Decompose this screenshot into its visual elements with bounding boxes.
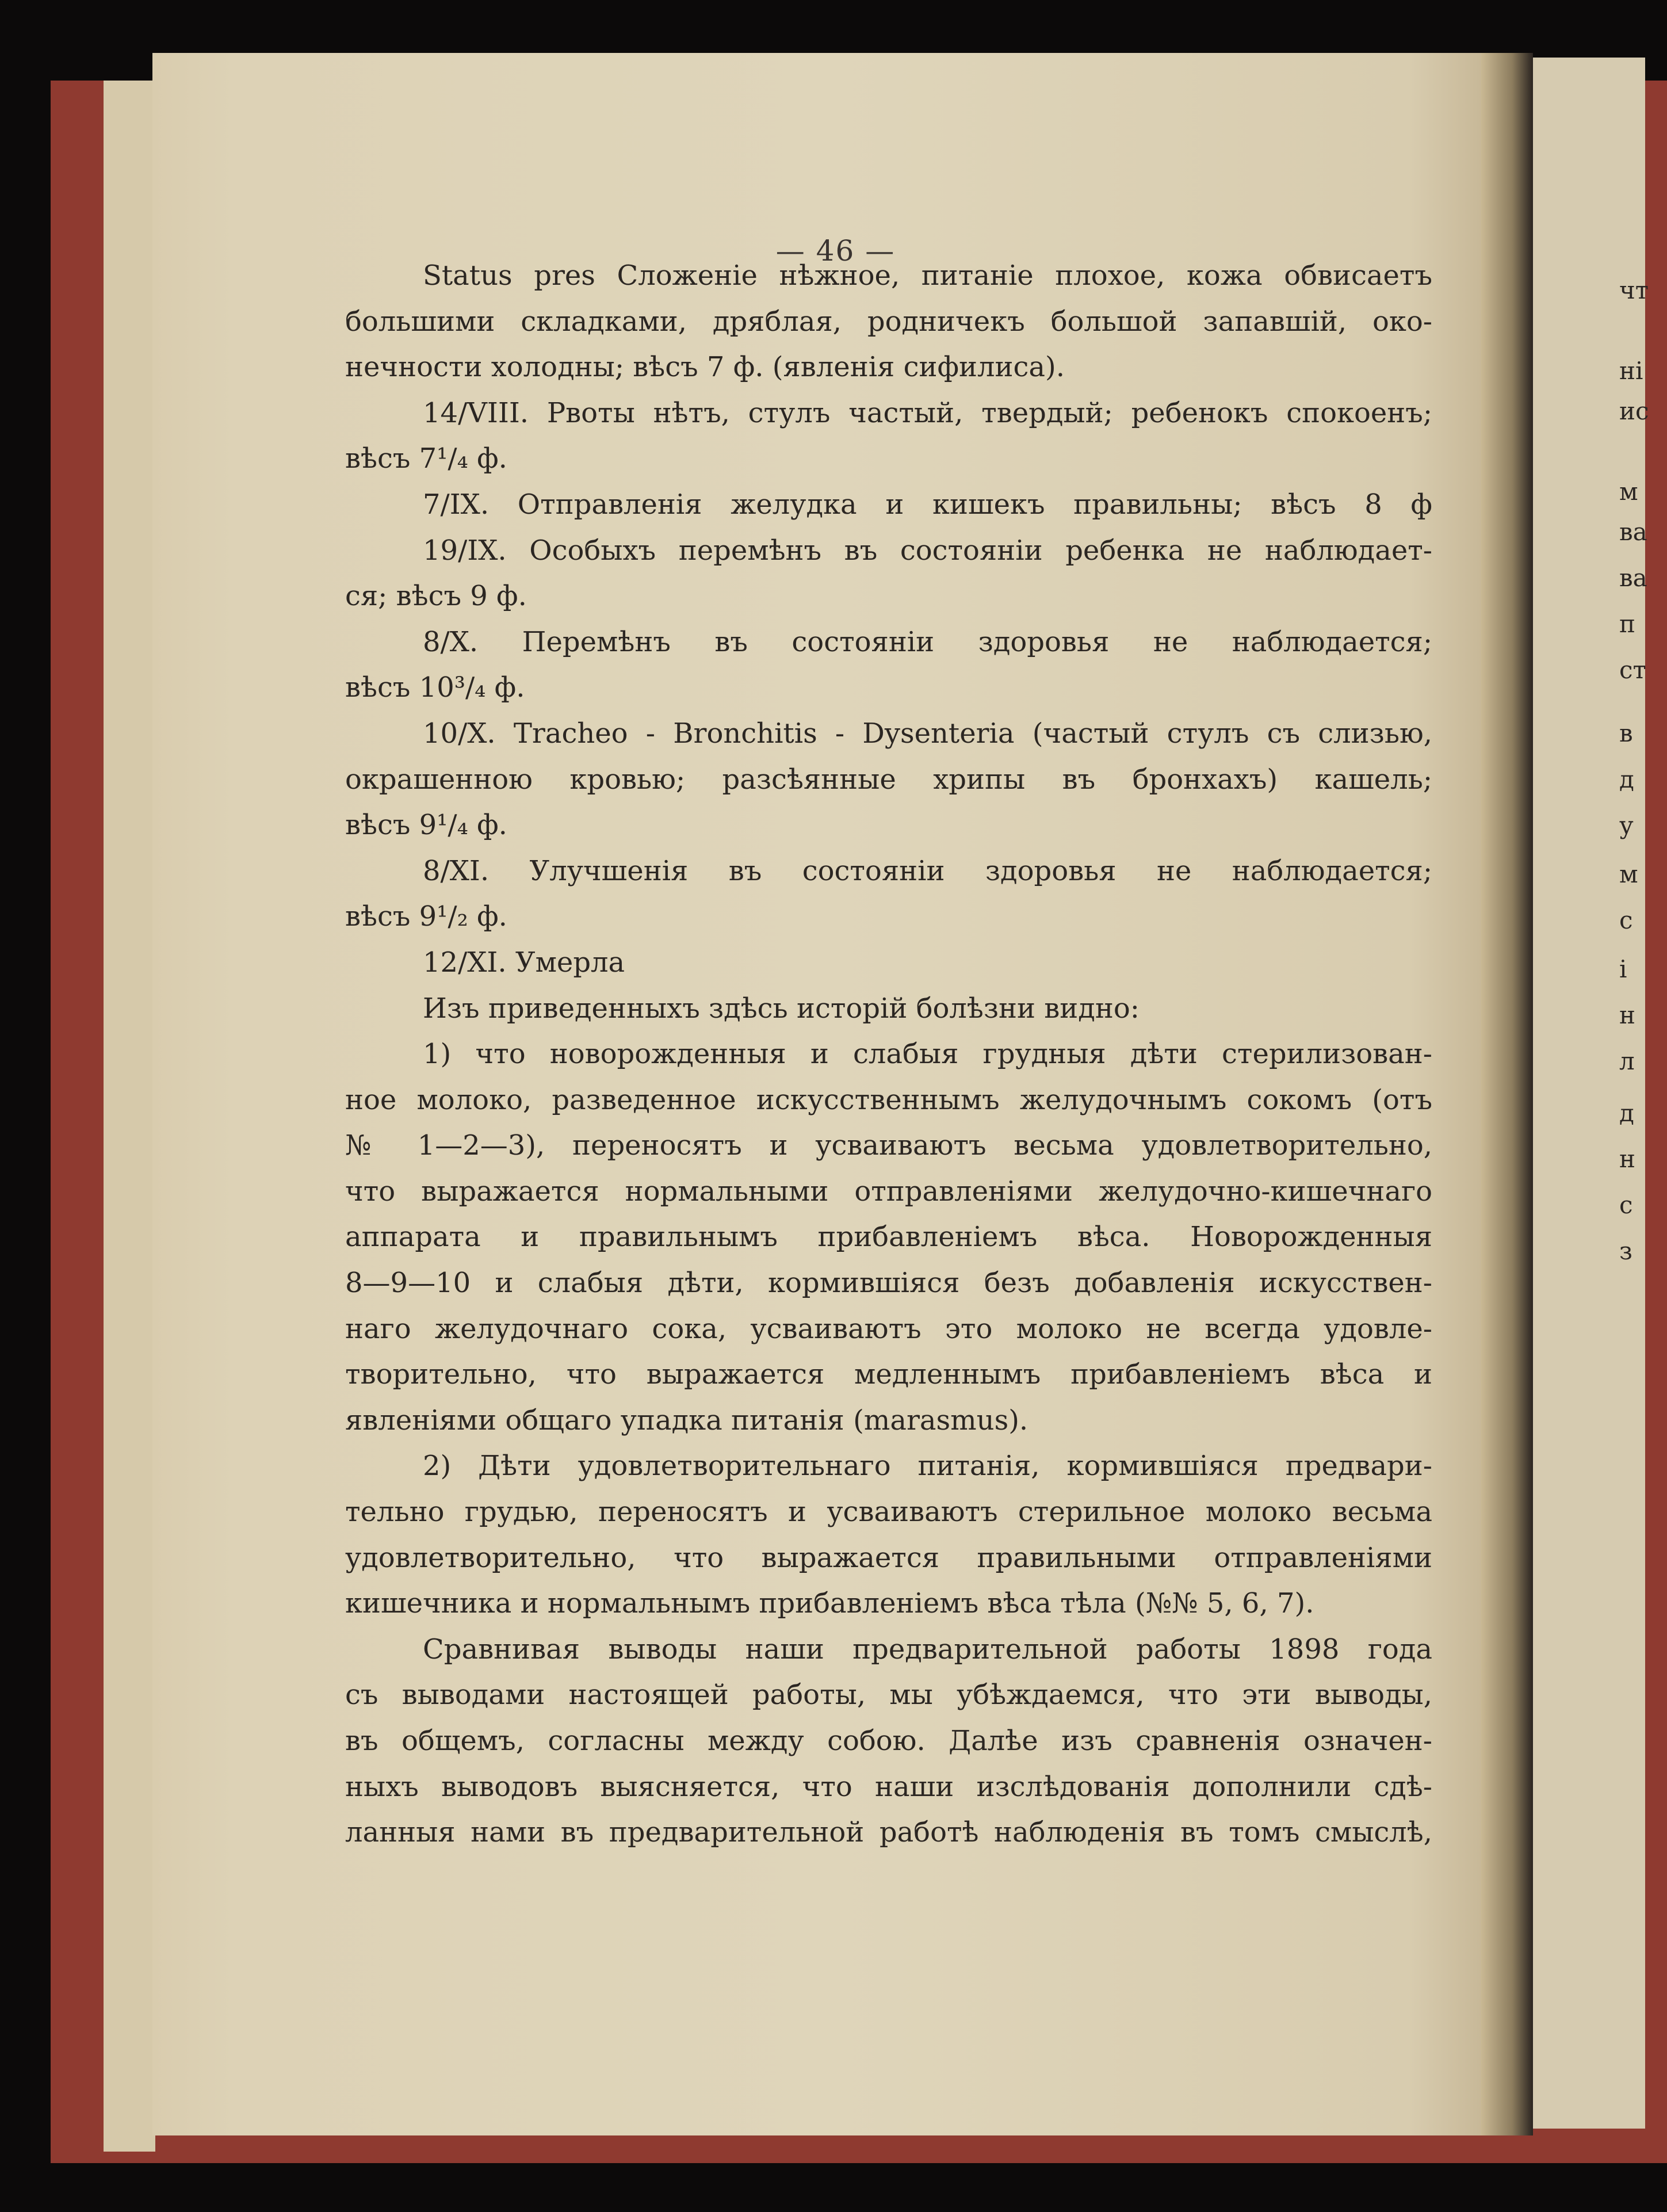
facing-page-fragment: з [1619,1237,1632,1265]
text-line: 19/IX. Особыхъ перемѣнъ въ состояніи ребенка не наблюдает- [423,534,1432,567]
book-gutter [1481,53,1533,2135]
text-line: вѣсъ 9¹/₂ ф. [345,900,507,933]
facing-page [1533,58,1649,2129]
text-line: окрашенною кровью; разсѣянные хрипы въ бронхахъ) кашель; [345,763,1432,796]
text-line: вѣсъ 9¹/₄ ф. [345,809,507,842]
facing-page-fragment: ва [1619,564,1647,592]
text-line: что выражается нормальными отправленіями желудочно-кишечнаго [345,1175,1432,1208]
facing-page-fragment: чт [1619,276,1649,304]
facing-page-fragment: в [1619,719,1633,747]
text-line: съ выводами настоящей работы, мы убѣждаемся, что эти выводы, [345,1679,1432,1711]
text-line: тельно грудью, переносятъ и усваиваютъ стерильное молоко весьма [345,1496,1432,1529]
text-line: въ общемъ, согласны между собою. Далѣе изъ сравненія означен- [345,1725,1432,1757]
text-line: ланныя нами въ предварительной работѣ наблюденія въ томъ смыслѣ, [345,1816,1432,1849]
text-line: № 1—2—3), переносятъ и усваиваютъ весьма удовлетворительно, [345,1129,1432,1162]
text-line: вѣсъ 7¹/₄ ф. [345,442,507,475]
text-line: явленіями общаго упадка питанія (marasmus). [345,1404,1029,1437]
text-line: 2) Дѣти удовлетворительнаго питанія, кормившіяся предвари- [423,1450,1432,1483]
page-number: — 46 — [775,234,896,268]
facing-page-fragment: і [1619,955,1627,983]
text-line: ныхъ выводовъ выясняется, что наши изслѣдованія дополнили сдѣ- [345,1770,1432,1803]
text-line: большими складками, дряблая, родничекъ большой запавшій, око- [345,305,1432,338]
facing-page-fragment: л [1619,1047,1635,1075]
text-line: 10/X. Tracheo - Bronchitis - Dysenteria (частый стулъ съ слизью, [423,717,1432,750]
facing-page-fragment: ст [1619,656,1646,684]
facing-page-fragment: с [1619,1191,1633,1219]
facing-page-fragment: д [1619,765,1634,793]
facing-page-fragment: д [1619,1099,1634,1127]
facing-page-fragment: ва [1619,518,1647,546]
text-line: 1) что новорожденныя и слабыя грудныя дѣти стерилизован- [423,1038,1432,1071]
text-line: кишечника и нормальнымъ прибавленіемъ вѣса тѣла (№№ 5, 6, 7). [345,1587,1314,1620]
text-line: Status pres Сложеніе нѣжное, питаніе плохое, кожа обвисаетъ [423,259,1432,292]
text-line: 14/VIII. Рвоты нѣтъ, стулъ частый, твердый; ребенокъ спокоенъ; [423,396,1432,429]
text-line: 8/X. Перемѣнъ въ состояніи здоровья не наблюдается; [423,625,1432,658]
facing-page-fragment: ис [1619,397,1649,425]
facing-page-fragment: н [1619,1001,1635,1029]
text-line: аппарата и правильнымъ прибавленіемъ вѣса. Новорожденныя [345,1221,1432,1254]
facing-page-fragment: у [1619,811,1634,839]
text-line: Сравнивая выводы наши предварительной работы 1898 года [423,1633,1432,1665]
text-line: Изъ приведенныхъ здѣсь исторій болѣзни видно: [423,992,1140,1025]
page-edges [104,81,155,2152]
page-text-body [345,253,1432,1856]
text-line: 8—9—10 и слабыя дѣти, кормившіяся безъ добавленія искусствен- [345,1267,1432,1300]
text-line: 8/XI. Улучшенія въ состояніи здоровья не наблюдается; [423,854,1432,887]
text-line: творительно, что выражается медленнымъ прибавленіемъ вѣса и [345,1358,1432,1391]
text-line: ся; вѣсъ 9 ф. [345,580,527,613]
facing-page-fragment: м [1619,860,1638,888]
facing-page-fragment: н [1619,1145,1635,1173]
text-line: нечности холодны; вѣсъ 7 ф. (явленія сифилиса). [345,351,1065,384]
text-line: 7/IX. Отправленія желудка и кишекъ правильны; вѣсъ 8 ф [423,488,1432,521]
facing-page-fragment: ні [1619,357,1643,385]
text-line: 12/XI. Умерла [423,946,625,979]
text-line: удовлетворительно, что выражается правильными отправленіями [345,1541,1432,1574]
facing-page-fragment: с [1619,906,1633,934]
facing-page-fragment: м [1619,477,1638,506]
facing-page-fragment: п [1619,610,1635,638]
text-line: ное молоко, разведенное искусственнымъ желудочнымъ сокомъ (отъ [345,1083,1432,1116]
text-line: вѣсъ 10³/₄ ф. [345,671,525,704]
text-line: наго желудочнаго сока, усваиваютъ это молоко не всегда удовле- [345,1312,1432,1345]
